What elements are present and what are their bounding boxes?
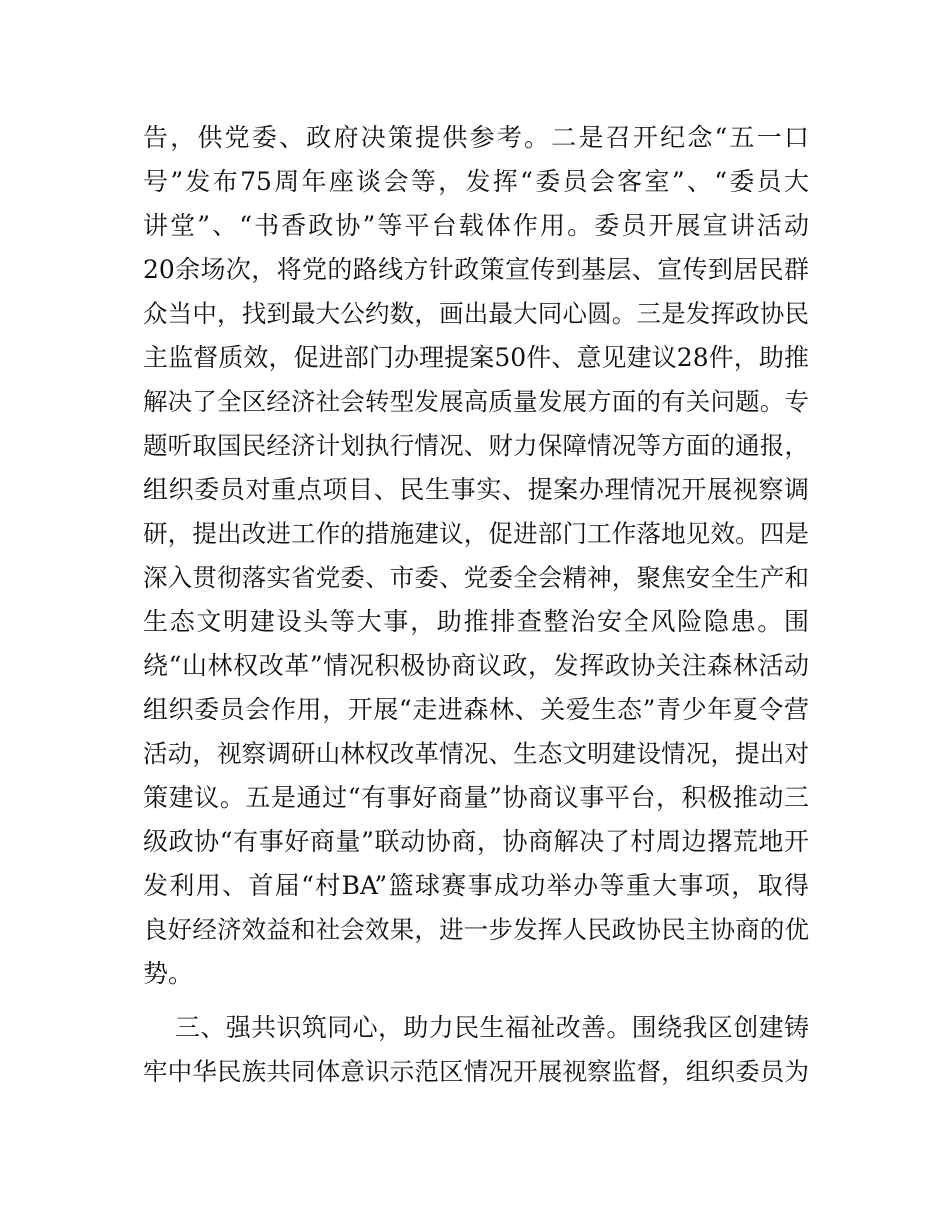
paragraph-1-line-13: 绕“山林权改革”情况积极协商议政，发挥政协关注森林活动: [143, 651, 809, 680]
paragraph-1-line-3: 讲堂”、“书香政协”等平台载体作用。委员开展宣讲活动: [143, 211, 809, 240]
paragraph-1-line-7: 解决了全区经济社会转型发展高质量发展方面的有关问题。专: [143, 387, 809, 416]
paragraph-1-line-1: 告，供党委、政府决策提供参考。二是召开纪念“五一口: [143, 123, 809, 152]
paragraph-1-line-8: 题听取国民经济计划执行情况、财力保障情况等方面的通报，: [143, 431, 809, 460]
paragraph-1-line-9: 组织委员对重点项目、民生事实、提案办理情况开展视察调: [143, 475, 809, 504]
paragraph-2-line-1: 三、强共识筑同心，助力民生福祉改善。围绕我区创建铸: [175, 1013, 809, 1042]
paragraph-1-line-12: 生态文明建设头等大事，助推排查整治安全风险隐患。围: [143, 607, 809, 636]
paragraph-1-line-18: 发利用、首届“村BA”篮球赛事成功举办等重大事项，取得: [143, 871, 809, 900]
paragraph-1-line-5: 众当中，找到最大公约数，画出最大同心圆。三是发挥政协民: [143, 299, 809, 328]
paragraph-1-line-16: 策建议。五是通过“有事好商量”协商议事平台，积极推动三: [143, 783, 809, 812]
paragraph-1-line-10: 研，提出改进工作的措施建议，促进部门工作落地见效。四是: [143, 519, 809, 548]
paragraph-1-line-20: 势。: [143, 959, 194, 988]
paragraph-1-line-15: 活动，视察调研山林权改革情况、生态文明建设情况，提出对: [143, 739, 809, 768]
paragraph-1-line-19: 良好经济效益和社会效果，进一步发挥人民政协民主协商的优: [143, 915, 809, 944]
paragraph-1-line-11: 深入贯彻落实省党委、市委、党委全会精神，聚焦安全生产和: [143, 563, 809, 592]
paragraph-2-line-2: 牢中华民族共同体意识示范区情况开展视察监督，组织委员为: [143, 1057, 809, 1086]
paragraph-1-line-4: 20余场次，将党的路线方针政策宣传到基层、宣传到居民群: [143, 255, 809, 284]
paragraph-1-line-2: 号”发布75周年座谈会等，发挥“委员会客室”、“委员大: [143, 167, 809, 196]
paragraph-1-line-6: 主监督质效，促进部门办理提案50件、意见建议28件，助推: [143, 343, 809, 372]
paragraph-1-line-17: 级政协“有事好商量”联动协商，协商解决了村周边撂荒地开: [143, 827, 809, 856]
paragraph-1-line-14: 组织委员会作用，开展“走进森林、关爱生态”青少年夏令营: [143, 695, 809, 724]
